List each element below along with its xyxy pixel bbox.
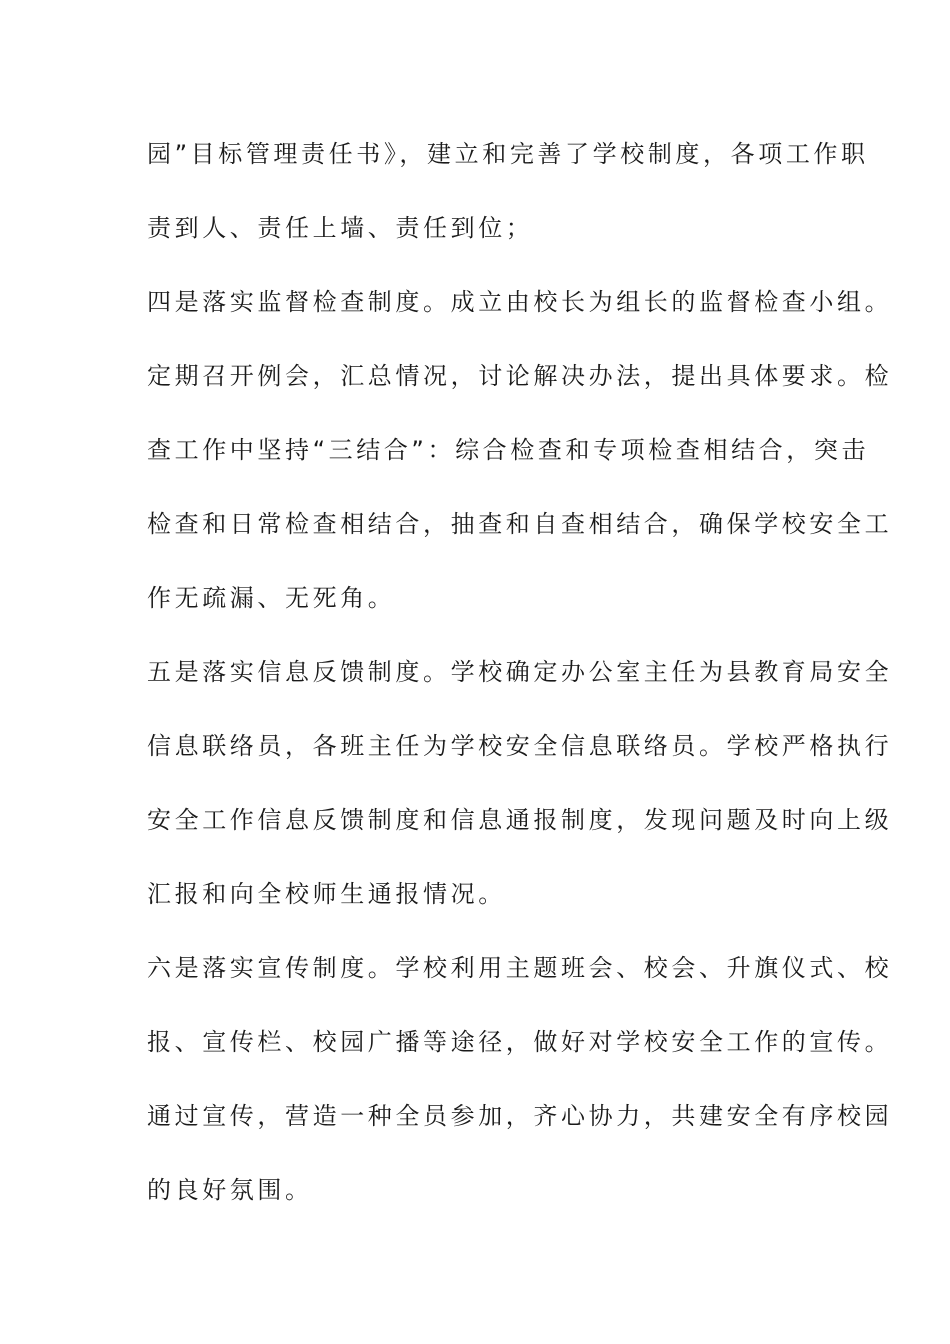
text-line-6: 检查和日常检查相结合，抽查和自查相结合，确保学校安全工: [147, 510, 893, 538]
text-line-11: 汇报和向全校师生通报情况。: [147, 880, 506, 908]
text-line-13: 报、宣传栏、校园广播等途径，做好对学校安全工作的宣传。: [147, 1028, 893, 1056]
text-line-14: 通过宣传，营造一种全员参加，齐心协力，共建安全有序校园: [147, 1102, 893, 1130]
text-line-3: 四是落实监督检查制度。成立由校长为组长的监督检查小组。: [147, 288, 893, 316]
text-line-9: 信息联络员，各班主任为学校安全信息联络员。学校严格执行: [147, 732, 893, 760]
text-line-15: 的良好氛围。: [147, 1176, 313, 1204]
text-line-2: 责到人、责任上墙、责任到位；: [147, 214, 534, 242]
text-line-4: 定期召开例会，汇总情况，讨论解决办法，提出具体要求。检: [147, 362, 893, 390]
text-line-5: 查工作中坚持“三结合”：综合检查和专项检查相结合，突击: [147, 436, 870, 464]
text-line-8: 五是落实信息反馈制度。学校确定办公室主任为县教育局安全: [147, 658, 893, 686]
text-line-12: 六是落实宣传制度。学校利用主题班会、校会、升旗仪式、校: [147, 954, 893, 982]
text-line-7: 作无疏漏、无死角。: [147, 584, 396, 612]
text-line-1: 园”目标管理责任书》，建立和完善了学校制度，各项工作职: [147, 140, 869, 168]
text-line-10: 安全工作信息反馈制度和信息通报制度，发现问题及时向上级: [147, 806, 893, 834]
